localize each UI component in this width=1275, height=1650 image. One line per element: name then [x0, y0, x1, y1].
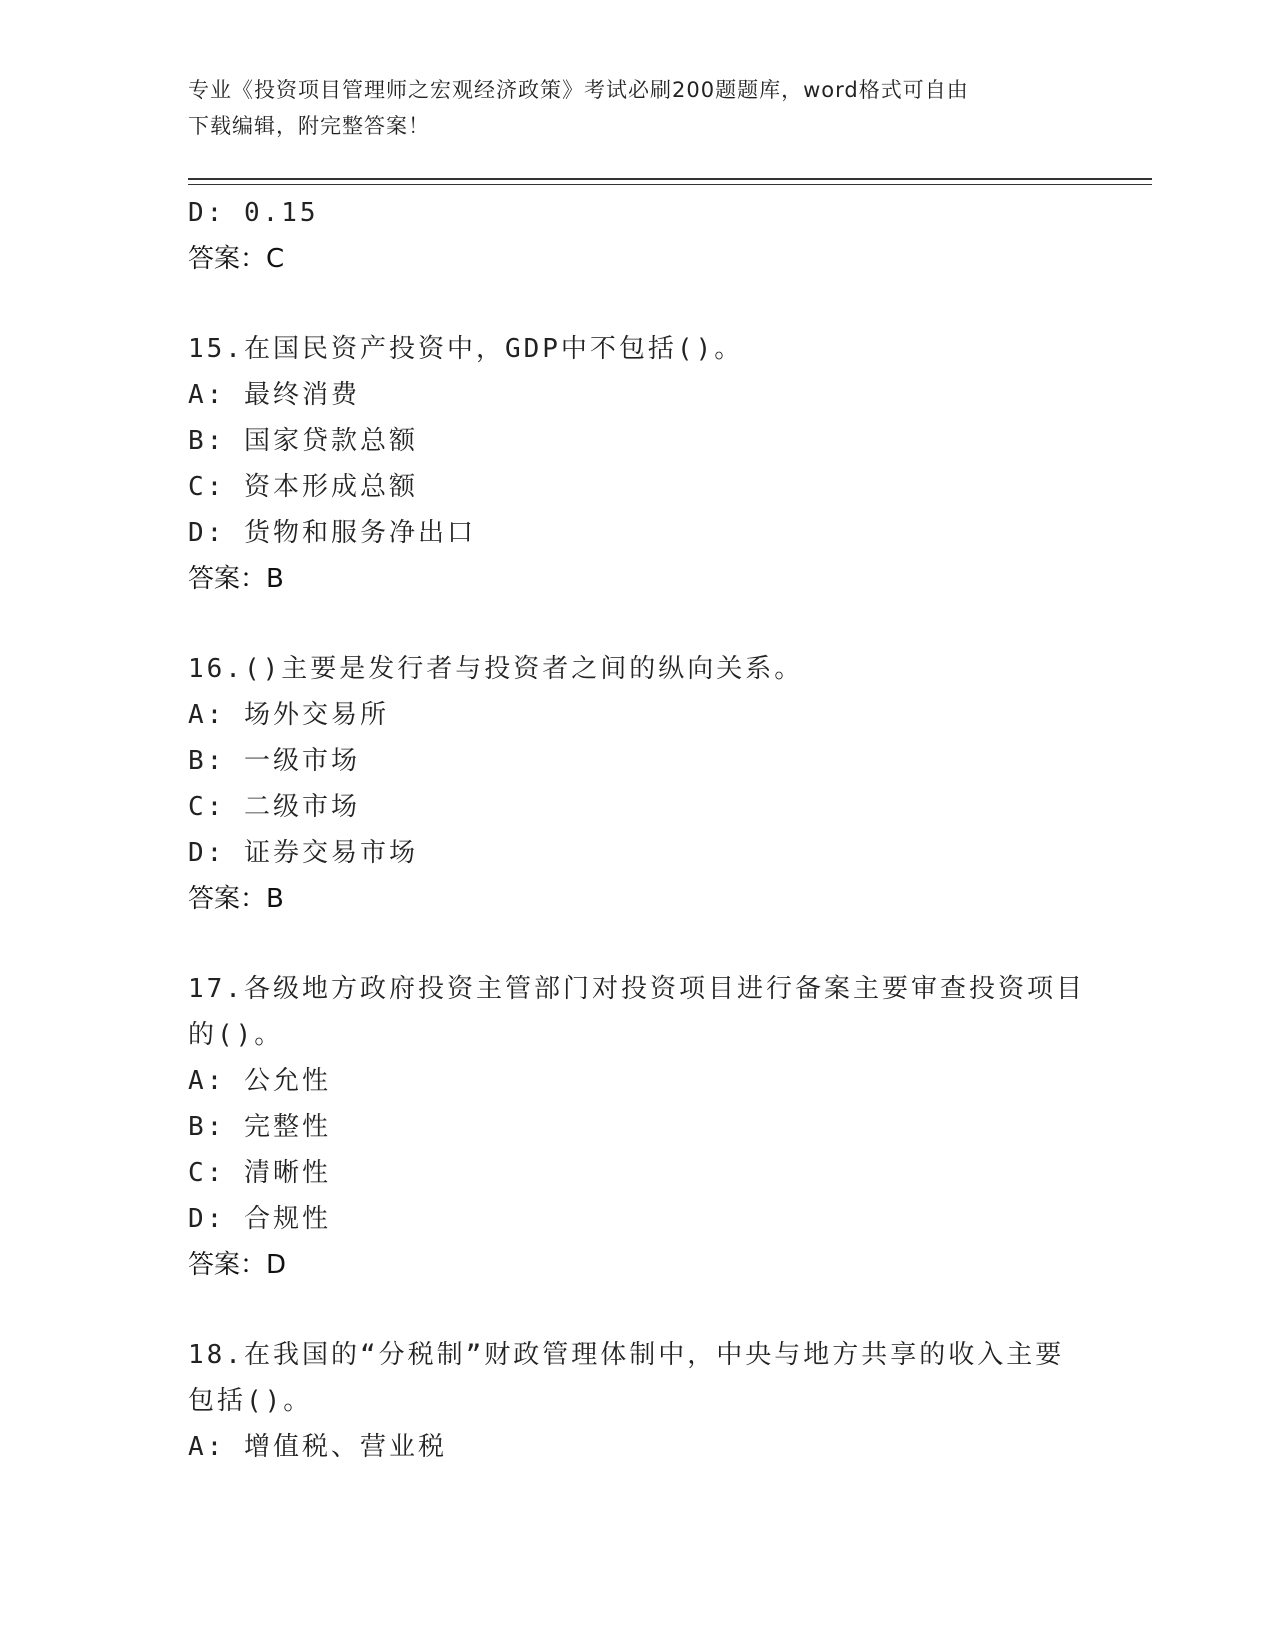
- question-text-line-1: 17.各级地方政府投资主管部门对投资项目进行备案主要审查投资项目: [188, 974, 1085, 1004]
- spacer: [188, 1288, 1088, 1332]
- answer: 答案：D: [188, 1250, 287, 1280]
- option-c: C: 资本形成总额: [188, 472, 418, 502]
- option-c: C: 清晰性: [188, 1158, 331, 1188]
- answer: 答案：B: [188, 884, 284, 914]
- option-c: C: 二级市场: [188, 792, 360, 822]
- spacer: [188, 602, 1088, 646]
- header-divider-bottom: [188, 184, 1152, 185]
- question-text-line-2: 的()。: [188, 1020, 284, 1050]
- spacer: [188, 922, 1088, 966]
- question-16: [188, 646, 1088, 922]
- header-line-2: 下载编辑，附完整答案！: [188, 114, 430, 138]
- carryover-option-d: D: 0.15: [188, 198, 319, 228]
- question-text-line-2: 包括()。: [188, 1386, 313, 1416]
- option-a: A: 最终消费: [188, 380, 360, 410]
- option-a: A: 增值税、营业税: [188, 1432, 447, 1462]
- question-content: [188, 190, 1088, 1470]
- option-b: B: 完整性: [188, 1112, 331, 1142]
- option-a: A: 公允性: [188, 1066, 331, 1096]
- option-d: D: 货物和服务净出口: [188, 518, 476, 548]
- question-text: 15.在国民资产投资中，GDP中不包括()。: [188, 334, 744, 364]
- question-text-line-1: 18.在我国的“分税制”财政管理体制中，中央与地方共享的收入主要: [188, 1340, 1065, 1370]
- option-d: D: 合规性: [188, 1204, 331, 1234]
- option-b: B: 一级市场: [188, 746, 360, 776]
- question-text: 16.()主要是发行者与投资者之间的纵向关系。: [188, 654, 804, 684]
- answer: 答案：B: [188, 564, 284, 594]
- question-15: [188, 326, 1088, 602]
- document-header: [188, 72, 1088, 144]
- option-a: A: 场外交易所: [188, 700, 389, 730]
- option-b: B: 国家贷款总额: [188, 426, 418, 456]
- carryover-answer: 答案：C: [188, 244, 285, 274]
- question-18: [188, 1332, 1088, 1470]
- header-divider-top: [188, 178, 1152, 180]
- header-line-1: 专业《投资项目管理师之宏观经济政策》考试必刷200题题库，word格式可自由: [188, 78, 969, 102]
- spacer: [188, 282, 1088, 326]
- question-17: [188, 966, 1088, 1288]
- option-d: D: 证券交易市场: [188, 838, 418, 868]
